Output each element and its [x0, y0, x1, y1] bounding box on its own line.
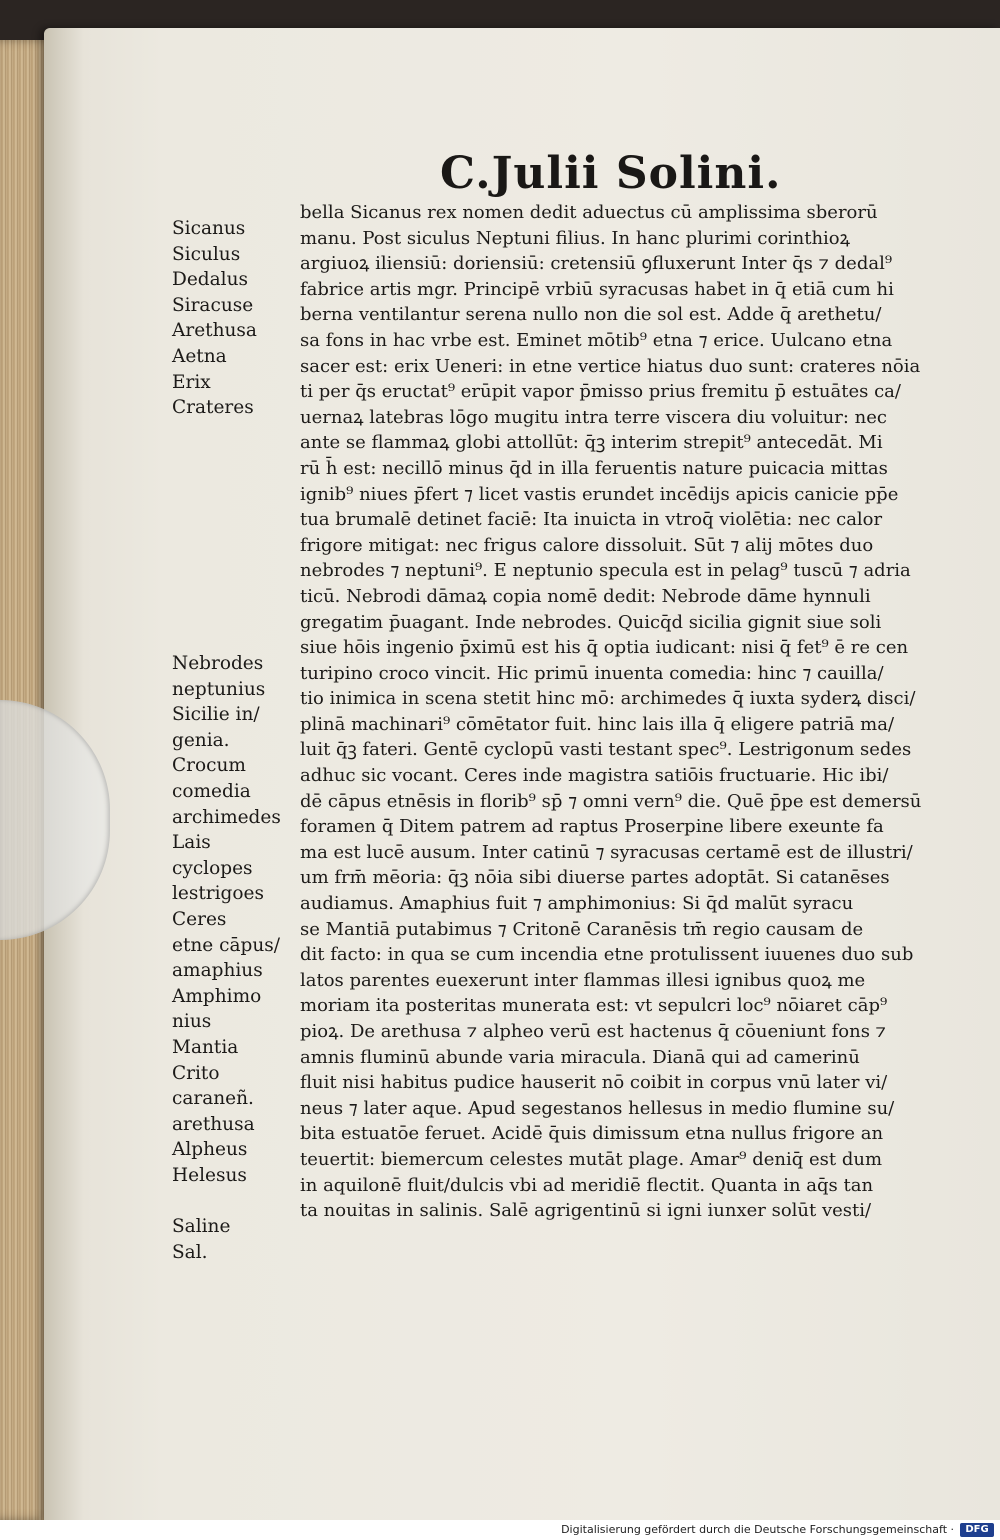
margin-note	[172, 574, 292, 600]
margin-note: Amphimo	[172, 985, 262, 1007]
text-line: fluit nisi habitus pudice hauserit nō coibit in corpus vnū later vi/	[300, 1072, 888, 1094]
dfg-logo: DFG	[960, 1523, 994, 1537]
text-line: rū h̄ est: necillō minus q̄d in illa feruentis nature puicacia mittas	[300, 457, 888, 479]
margin-note	[172, 549, 292, 575]
margin-note: Crocum	[172, 755, 246, 777]
margin-note: arethusa	[172, 1113, 255, 1135]
margin-note: Nebrodes	[172, 653, 264, 675]
text-line: se Mantiā putabimus ⁊ Critonē Caranēsis tm̄ regio causam de	[300, 918, 864, 940]
text-line: gregatim p̄uagant. Inde nebrodes. Quicq̄d sicilia gignit siue soli	[300, 611, 882, 633]
margin-note	[172, 1189, 292, 1215]
margin-note: Dedalus	[172, 269, 248, 291]
text-line: pioꝝ. De arethusa ⁊ alpheo verū est hactenus q̄ cōueniunt fons ⁊	[300, 1021, 886, 1042]
text-line: adhuc sic vocant. Ceres inde magistra satiōis fructuarie. Hic ibi/	[300, 765, 889, 787]
margin-note: lestrigoes	[172, 883, 264, 905]
text-line: nebrodes ⁊ neptuni⁹. E neptunio specula est in pelag⁹ tuscū ⁊ adria	[300, 560, 911, 582]
margin-note: Sicanus	[172, 218, 246, 239]
text-line: in aquilonē fluit/dulcis vbi ad meridiē flectit. Quanta in aq̄s tan	[300, 1174, 874, 1196]
margin-note: caraneñ.	[172, 1088, 254, 1110]
text-line: ta nouitas in salinis. Salē agrigentinū si igni iunxer solūt vesti/	[300, 1200, 872, 1222]
margin-note: archimedes	[172, 806, 281, 828]
text-line: teuertit: biemercum celestes mutāt plage. Amar⁹ deniq̄ est dum	[300, 1148, 883, 1170]
text-line: um frm̄ mēoria: q̄ꝫ nōia sibi diuerse partes adoptāt. Si catanēses	[300, 867, 890, 889]
margin-note: Crito	[172, 1062, 220, 1084]
margin-note: comedia	[172, 781, 251, 803]
text-line: uernaꝝ latebras lōgo mugitu intra terre viscera diu voluitur: nec	[300, 406, 887, 428]
text-line: ignib⁹ niues p̄fert ⁊ licet vastis erundet incēdijs apicis canicie pp̄e	[300, 483, 899, 505]
text-line: ante se flammaꝝ globi attollūt: q̄ꝫ interim strepit⁹ antecedāt. Mi	[300, 432, 883, 454]
text-line: amnis fluminū abunde varia miracula. Dianā qui ad camerinū	[300, 1046, 860, 1068]
text-line: bella Sicanus rex nomen dedit aduectus cū amplissima sberorū	[300, 202, 878, 223]
margin-note: genia.	[172, 729, 230, 751]
margin-note: nius	[172, 1011, 212, 1033]
margin-note: Lais	[172, 832, 211, 854]
text-line: foramen q̄ Ditem patrem ad raptus Proserpine libere exeunte fa	[300, 816, 884, 838]
text-line: tua brumalē detinet faciē: Ita inuicta in vtroq̄ violētia: nec calor	[300, 509, 883, 531]
margin-note	[172, 600, 292, 626]
margin-note	[172, 446, 292, 472]
margin-note	[172, 472, 292, 498]
footer-bar	[0, 1520, 1000, 1540]
text-line: fabrice artis mgr. Principē vrbiū syracusas habet in q̄ etiā cum hi	[300, 278, 894, 300]
text-line: siue hōis ingenio p̄ximū est his q̄ optia iudicant: nisi q̄ fet⁹ ē re cen	[300, 637, 909, 659]
margin-note: neptunius	[172, 678, 266, 700]
margin-note: Siracuse	[172, 294, 254, 316]
text-line: neus ⁊ later aque. Apud segestanos hellesus in medio flumine su/	[300, 1097, 895, 1119]
text-line: ticū. Nebrodi dāmaꝝ copia nomē dedit: Nebrode dāme hynnuli	[300, 585, 871, 607]
margin-note: Siculus	[172, 243, 241, 265]
text-line: dē cāpus etnēsis in florib⁹ sp̄ ⁊ omni vern⁹ die. Quē p̄pe est demersū	[300, 790, 922, 812]
margin-note: Arethusa	[172, 320, 257, 342]
margin-note	[172, 498, 292, 524]
margin-note: Saline	[172, 1216, 231, 1238]
text-line: sa fons in hac vrbe est. Eminet mōtib⁹ etna ⁊ erice. Uulcano etna	[300, 329, 893, 351]
text-line: berna ventilantur serena nullo non die sol est. Adde q̄ arethetu/	[300, 304, 882, 326]
margin-note	[172, 523, 292, 549]
marginal-notes	[172, 216, 292, 1265]
text-line: moriam ita posteritas munerata est: vt sepulcri loc⁹ nōiaret cāp⁹	[300, 995, 888, 1017]
margin-note: Helesus	[172, 1164, 247, 1186]
margin-note: Erix	[172, 371, 211, 393]
text-line: ti per q̄s eructat⁹ erūpit vapor p̄misso prius fremitu p̄ estuātes ca/	[300, 381, 901, 403]
margin-note	[172, 421, 292, 447]
text-line: frigore mitigat: nec frigus calore dissoluit. Sūt ⁊ alij mōtes duo	[300, 534, 874, 556]
text-line: dit facto: in qua se cum incendia etne protulissent iuuenes duo sub	[300, 944, 914, 966]
margin-note: cyclopes	[172, 857, 253, 879]
margin-note: etne cāpus/	[172, 934, 281, 956]
text-line: manu. Post siculus Neptuni filius. In hanc plurimi corinthioꝝ	[300, 227, 851, 249]
margin-note	[172, 626, 292, 652]
margin-note: Alpheus	[172, 1139, 248, 1161]
text-line: sacer est: erix Ueneri: in etne vertice hiatus duo sunt: crateres nōia	[300, 355, 921, 377]
text-line: luit q̄ꝫ fateri. Gentē cyclopū vasti testant spec⁹. Lestrigonum sedes	[300, 739, 912, 761]
margin-note: amaphius	[172, 960, 263, 982]
text-line: ma est lucē ausum. Inter catinū ⁊ syracusas certamē est de illustri/	[300, 841, 913, 863]
running-title: C.Julii Solini.	[440, 148, 782, 199]
text-line: audiamus. Amaphius fuit ⁊ amphimonius: Si q̄d malūt syracu	[300, 893, 854, 915]
text-line: tio inimica in scena stetit hinc mō: archimedes q̄ iuxta syderꝝ disci/	[300, 688, 916, 710]
margin-note: Aetna	[172, 345, 227, 367]
text-line: latos parentes euexerunt inter flammas illesi ignibus quoꝝ me	[300, 969, 866, 991]
margin-note: Sal.	[172, 1241, 208, 1263]
margin-note: Sicilie in/	[172, 704, 260, 726]
text-line: argiuoꝝ iliensiū: doriensiū: cretensiū ꝯfluxerunt Inter q̄s ⁊ dedal⁹	[300, 253, 893, 275]
margin-note: Mantia	[172, 1037, 239, 1058]
funding-credit: Digitalisierung gefördert durch die Deutsche Forschungsgemeinschaft ·	[561, 1523, 954, 1536]
main-text-column	[300, 200, 960, 1224]
text-line: bita estuatōe feruet. Acidē q̄uis dimissum etna nullus frigore an	[300, 1123, 884, 1145]
text-line: plinā machinari⁹ cōmētator fuit. hinc lais illa q̄ eligere patriā ma/	[300, 713, 895, 735]
margin-note: Crateres	[172, 397, 254, 419]
text-line: turipino croco vincit. Hic primū inuenta comedia: hinc ⁊ cauilla/	[300, 662, 884, 684]
margin-note: Ceres	[172, 909, 227, 931]
